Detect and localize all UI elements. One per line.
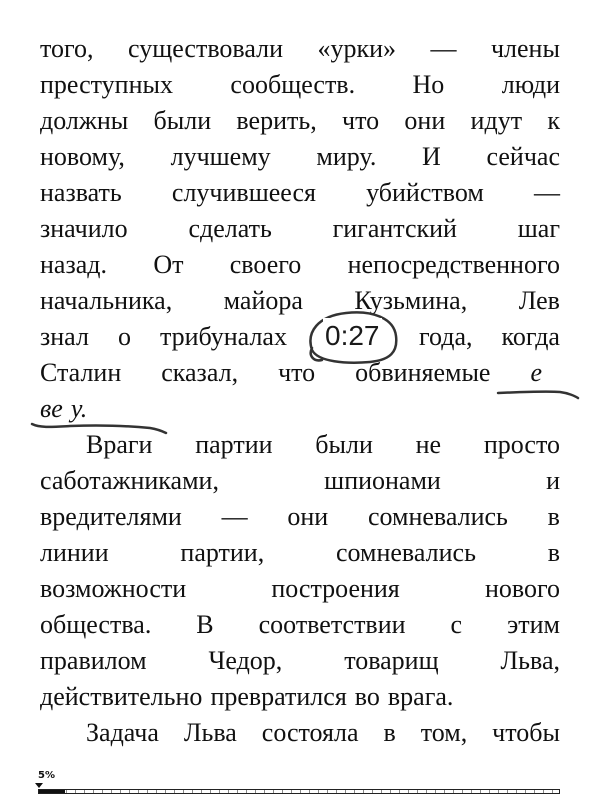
word: построения: [271, 574, 400, 603]
word: превратился: [210, 682, 347, 711]
text-line: [40, 607, 560, 643]
word: действительно: [40, 682, 203, 711]
word: члены: [490, 34, 560, 63]
word: Льва,: [500, 646, 560, 675]
word: товарищ: [344, 646, 439, 675]
word: Задача: [86, 718, 159, 747]
word: должны: [40, 106, 129, 135]
word: шаг: [517, 214, 560, 243]
word: верить,: [236, 106, 317, 135]
word: не: [415, 430, 442, 459]
word: во: [354, 682, 380, 711]
word: убийством: [366, 178, 484, 207]
word: что: [342, 106, 380, 135]
word: врага.: [387, 682, 454, 711]
word: идут: [470, 106, 523, 135]
text-line: [40, 67, 560, 103]
word: соответствии: [258, 610, 406, 639]
word: общества.: [40, 610, 152, 639]
word: обвиняемые: [355, 358, 491, 387]
word: преступных: [40, 70, 173, 99]
word: сказал,: [161, 358, 239, 387]
word: В: [196, 610, 214, 639]
text-line: [40, 283, 560, 319]
word: правилом: [40, 646, 147, 675]
word: От: [153, 250, 184, 279]
text-line: [40, 211, 560, 247]
word: они: [404, 106, 446, 135]
word: вредителями: [40, 502, 182, 531]
word: значило: [40, 214, 128, 243]
word: и: [546, 466, 560, 495]
word: в: [547, 502, 560, 531]
progress-fill: [39, 790, 65, 793]
word: Лев: [518, 286, 560, 315]
text-line: [40, 679, 560, 715]
text-line: [40, 103, 560, 139]
text-line: [40, 31, 560, 67]
word: непосредственного: [347, 250, 560, 279]
word: нового: [484, 574, 560, 603]
progress-percent: 5%: [38, 770, 55, 781]
word: знал: [40, 322, 89, 351]
text-line: [40, 571, 560, 607]
word: Враги: [86, 430, 153, 459]
annotation-time: 0:27: [323, 318, 382, 354]
word: года,: [418, 322, 473, 351]
word: были: [315, 430, 373, 459]
word: возможности: [40, 574, 187, 603]
word: начальника,: [40, 286, 173, 315]
word: Но: [412, 70, 445, 99]
word: И: [422, 142, 441, 171]
text-line: [40, 427, 560, 463]
reader-page[interactable]: [40, 31, 560, 751]
word: что: [278, 358, 316, 387]
text-line: [40, 175, 560, 211]
word: люди: [501, 70, 560, 99]
word: е: [530, 358, 542, 387]
text-line: [40, 535, 560, 571]
word: с: [450, 610, 463, 639]
word: просто: [483, 430, 560, 459]
word: —: [221, 502, 248, 531]
word: —: [430, 34, 457, 63]
word: миру.: [316, 142, 377, 171]
word: Льва: [183, 718, 237, 747]
word: лучшему: [170, 142, 271, 171]
word: в: [383, 718, 396, 747]
word: в: [547, 538, 560, 567]
word: этим: [507, 610, 560, 639]
word: к: [547, 106, 560, 135]
text-line: [40, 643, 560, 679]
word: своего: [229, 250, 302, 279]
word: гигантский: [332, 214, 457, 243]
word: того,: [40, 34, 94, 63]
word: —: [533, 178, 560, 207]
word: случившееся: [171, 178, 316, 207]
progress-bar[interactable]: [38, 789, 560, 794]
text-line: [40, 499, 560, 535]
text-line: [40, 355, 560, 391]
word: назвать: [40, 178, 122, 207]
word: когда: [501, 322, 560, 351]
word: линии: [40, 538, 109, 567]
text-line: [40, 463, 560, 499]
word: они: [287, 502, 329, 531]
word: партии: [195, 430, 273, 459]
progress-marker-icon: [35, 783, 43, 788]
word: назад.: [40, 250, 107, 279]
word: Кузьмина,: [354, 286, 468, 315]
word: ве: [40, 394, 63, 423]
text-line: [40, 319, 560, 355]
word: «урки»: [317, 34, 397, 63]
text-line: [40, 715, 560, 751]
word: о: [117, 322, 131, 351]
text-line: [40, 139, 560, 175]
word: сообществ.: [230, 70, 356, 99]
word: новому,: [40, 142, 125, 171]
word: сомневались: [335, 538, 476, 567]
word: саботажниками,: [40, 466, 219, 495]
word: были: [153, 106, 212, 135]
text-line: [40, 247, 560, 283]
word: Сталин: [40, 358, 122, 387]
word: существовали: [128, 34, 284, 63]
word: Чедор,: [208, 646, 283, 675]
text-line: [40, 391, 560, 427]
word: трибуналах: [159, 322, 287, 351]
word: майора: [223, 286, 303, 315]
word: состояла: [261, 718, 359, 747]
word: сейчас: [486, 142, 560, 171]
word: сомневались: [367, 502, 508, 531]
word: шпионами: [324, 466, 441, 495]
word: сделать: [188, 214, 272, 243]
word: партии,: [180, 538, 265, 567]
word: том,: [420, 718, 468, 747]
word: чтобы: [492, 718, 560, 747]
word: у.: [70, 394, 88, 423]
